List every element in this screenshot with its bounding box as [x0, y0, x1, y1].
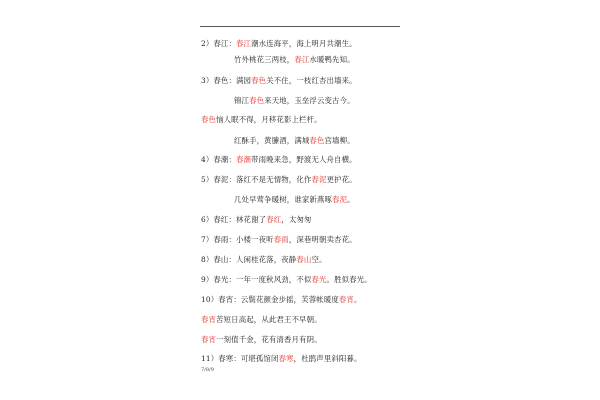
highlighted-keyword: 春江 [236, 39, 252, 48]
highlighted-keyword: 春色 [201, 115, 217, 124]
line-text: 锦江 [234, 96, 250, 105]
line-text: 3）春色：满园 [201, 76, 252, 85]
line-text: 来天地，玉垒浮云变古今。 [264, 96, 355, 105]
line-text: ，太匆匆 [281, 215, 312, 224]
poem-line [234, 96, 355, 105]
highlighted-keyword: 春红 [266, 215, 282, 224]
highlighted-keyword: 春泥 [311, 175, 327, 184]
line-text: 恼人眠不得，月移花影上栏杆。 [216, 115, 322, 124]
line-text: 宫墙柳。 [324, 136, 355, 145]
poem-line [201, 354, 362, 363]
line-text: 5）春泥：落红不是无情物，化作 [201, 175, 312, 184]
page-number: 7/8/9 [201, 367, 214, 373]
line-text: 6）春红：林花谢了 [201, 215, 267, 224]
highlighted-keyword: 春江 [294, 55, 310, 64]
highlighted-keyword: 春宵 [201, 335, 217, 344]
poem-line [201, 215, 311, 224]
highlighted-keyword: 春色 [249, 96, 265, 105]
poem-line [201, 115, 322, 124]
line-text: 几处早莺争暖树，谁家新燕啄 [234, 195, 333, 204]
header-rule [200, 26, 400, 27]
poem-line [201, 175, 357, 184]
line-text: 10）春宵：云鬓花颜金步摇，芙蓉帐暖度 [201, 295, 339, 304]
line-text: 4）春潮： [201, 155, 237, 164]
poem-line [234, 55, 355, 64]
poem-line [201, 295, 362, 304]
line-text: 7）春雨：小楼一夜听 [201, 235, 274, 244]
line-text: 更护花。 [326, 175, 357, 184]
poem-line [201, 235, 357, 244]
line-text: 。 [354, 295, 362, 304]
line-text: ，杜鹃声里斜阳暮。 [293, 354, 362, 363]
poem-line [201, 39, 357, 48]
highlighted-keyword: 春雨 [273, 235, 289, 244]
poem-line [201, 315, 322, 324]
highlighted-keyword: 春山 [296, 255, 312, 264]
highlighted-keyword: 春宵 [201, 315, 217, 324]
line-text: 带雨晚来急，野渡无人舟自横。 [251, 155, 357, 164]
line-text: 8）春山：人闲桂花落，夜静 [201, 255, 297, 264]
line-text: 9）春光：一年一度秋风劲，不似 [201, 275, 312, 284]
line-text: 红酥手，黄縢酒，满城 [234, 136, 310, 145]
line-text: 潮水连海平，海上明月共潮生。 [251, 39, 357, 48]
line-text: 苦短日高起，从此君王不早朝。 [216, 315, 322, 324]
line-text: 11）春寒：可堪孤馆闭 [201, 354, 279, 363]
highlighted-keyword: 春泥 [332, 195, 348, 204]
line-text: 一刻值千金，花有清香月有阴。 [216, 335, 322, 344]
poem-line [234, 136, 355, 145]
highlighted-keyword: 春寒 [278, 354, 294, 363]
highlighted-keyword: 春色 [251, 76, 267, 85]
highlighted-keyword: 春光 [311, 275, 327, 284]
line-text: 关不住，一枝红杏出墙来。 [266, 76, 357, 85]
highlighted-keyword: 春宵 [338, 295, 354, 304]
poem-line [201, 335, 322, 344]
line-text: 。 [347, 195, 355, 204]
poem-line [201, 76, 357, 85]
line-text: 水暖鸭先知。 [309, 55, 355, 64]
poem-line [234, 195, 355, 204]
highlighted-keyword: 春潮 [236, 155, 252, 164]
line-text: 空。 [311, 255, 327, 264]
poem-line [201, 155, 357, 164]
highlighted-keyword: 春色 [309, 136, 325, 145]
line-text: 。胜似春光。 [326, 275, 372, 284]
line-text: 竹外桃花三两枝， [234, 55, 295, 64]
line-text: 2）春江： [201, 39, 237, 48]
poem-line [201, 275, 372, 284]
line-text: ，深巷明朝卖杏花。 [288, 235, 357, 244]
poem-line [201, 255, 327, 264]
